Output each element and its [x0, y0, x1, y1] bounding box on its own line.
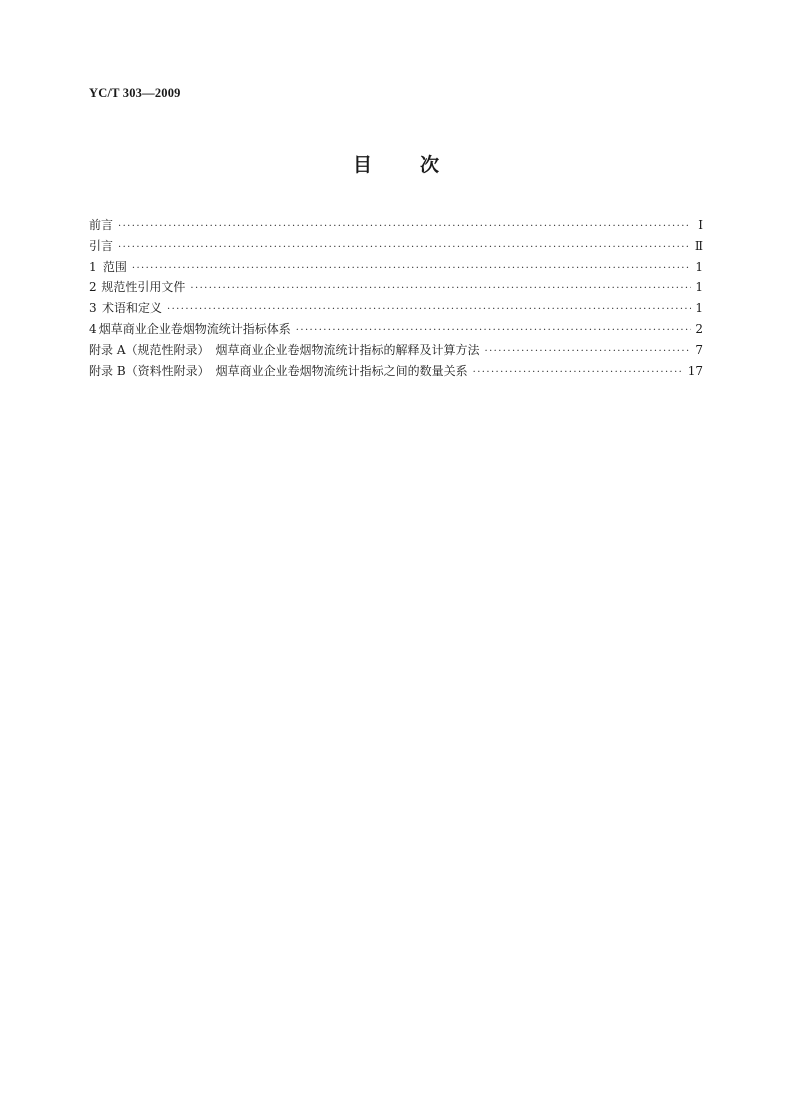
toc-leader-dots — [296, 319, 691, 342]
toc-entry-number: 1 — [89, 259, 97, 274]
toc-entry-annex-b[interactable] — [89, 361, 703, 382]
toc-entry-normative-references[interactable] — [89, 277, 703, 298]
toc-entry-terms-definitions[interactable] — [89, 298, 703, 319]
toc-leader-dots — [132, 257, 691, 280]
toc-entry-foreword[interactable] — [89, 215, 703, 236]
toc-entry-introduction[interactable] — [89, 236, 703, 257]
toc-leader-dots — [473, 361, 684, 384]
title-part-1: 目 — [352, 154, 372, 176]
standard-code: YC/T 303—2009 — [89, 86, 181, 100]
toc-entry-page: Ⅰ — [698, 218, 703, 232]
toc-entry-label: 烟草商业企业卷烟物流统计指标体系 — [98, 321, 291, 336]
toc-entry-label: 规范性引用文件 — [101, 280, 186, 295]
page-title — [0, 150, 792, 177]
toc-entry-label: 术语和定义 — [101, 301, 162, 316]
toc-leader-dots — [484, 340, 691, 363]
toc-entry-scope[interactable] — [89, 257, 703, 278]
toc-entry-indicator-system[interactable] — [89, 319, 703, 340]
toc-leader-dots — [118, 215, 691, 238]
toc-entry-page: 17 — [687, 363, 703, 378]
toc-entry-page: 1 — [695, 259, 703, 274]
toc-leader-dots — [190, 277, 691, 300]
toc-entry-label: 引言 — [89, 238, 114, 253]
title-part-2: 次 — [420, 154, 440, 176]
toc-entry-number: 3 — [89, 301, 97, 316]
toc-entry-page: 7 — [695, 342, 703, 357]
toc-entry-annex-a[interactable] — [89, 340, 703, 361]
toc-entry-number: 2 — [89, 280, 97, 295]
toc-entry-label: 前言 — [89, 218, 114, 232]
toc-leader-dots — [118, 236, 691, 259]
toc-entry-page: 1 — [695, 280, 703, 295]
toc-entry-page: Ⅱ — [694, 238, 703, 253]
table-of-contents — [89, 215, 703, 381]
toc-leader-dots — [167, 298, 691, 321]
toc-entry-label: 范围 — [102, 259, 127, 274]
toc-entry-page: 1 — [695, 301, 703, 316]
toc-entry-number: 4 — [89, 321, 97, 336]
toc-entry-label: 附录 B（资料性附录） 烟草商业企业卷烟物流统计指标之间的数量关系 — [89, 363, 468, 378]
toc-entry-label: 附录 A（规范性附录） 烟草商业企业卷烟物流统计指标的解释及计算方法 — [89, 342, 480, 357]
toc-entry-page: 2 — [695, 321, 703, 336]
